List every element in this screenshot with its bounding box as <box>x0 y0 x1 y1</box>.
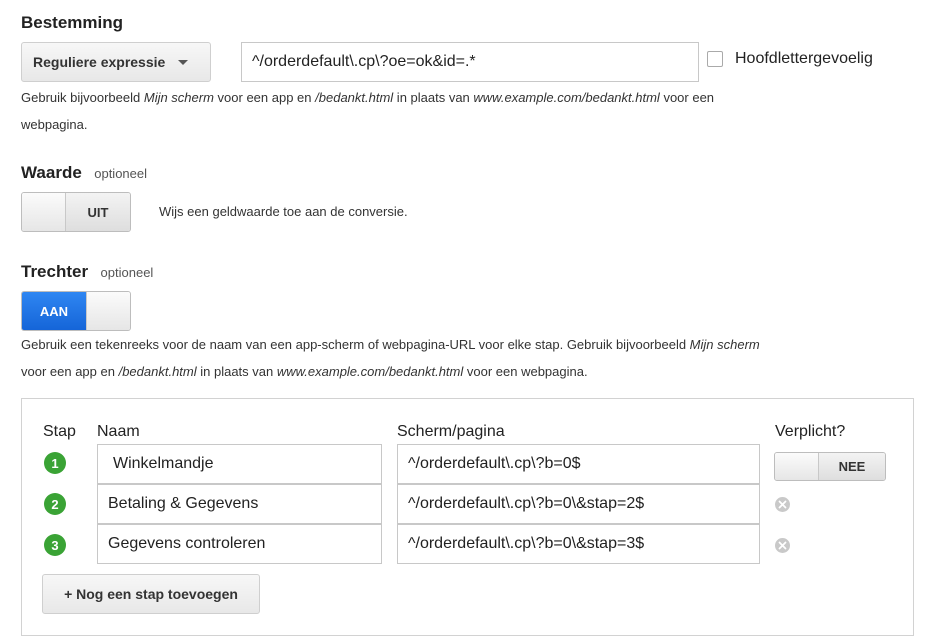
add-step-button[interactable]: + Nog een stap toevoegen <box>42 574 260 614</box>
step-number-badge: 1 <box>44 452 66 474</box>
value-heading: Waarde <box>21 163 82 182</box>
value-heading-row <box>21 163 147 183</box>
required-toggle-label: NEE <box>819 453 885 480</box>
step-screen-input[interactable]: ^/orderdefault\.cp\?b=0\&stap=3$ <box>397 524 760 564</box>
case-sensitive-label: Hoofdlettergevoelig <box>735 50 873 67</box>
destination-heading: Bestemming <box>21 13 124 32</box>
destination-input[interactable]: ^/orderdefault\.cp\?oe=ok&id=.* <box>241 42 699 82</box>
funnel-heading: Trechter <box>21 262 89 281</box>
step-name-input[interactable]: Winkelmandje <box>97 444 382 484</box>
remove-step-icon[interactable] <box>775 538 790 553</box>
column-header-screen: Scherm/pagina <box>397 423 505 440</box>
toggle-knob <box>775 453 819 480</box>
column-header-required: Verplicht? <box>775 423 846 440</box>
value-description: Wijs een geldwaarde toe aan de conversie. <box>159 204 408 219</box>
funnel-optional-label: optioneel <box>100 265 154 280</box>
case-sensitive-checkbox[interactable] <box>707 51 723 67</box>
toggle-knob <box>86 292 130 330</box>
step-number-badge: 2 <box>44 493 66 515</box>
column-header-step: Stap <box>43 423 76 440</box>
funnel-heading-row <box>21 262 153 282</box>
remove-step-icon[interactable] <box>775 497 790 512</box>
column-header-name: Naam <box>97 423 140 440</box>
match-type-label: Reguliere expressie <box>33 54 166 70</box>
required-toggle[interactable] <box>774 452 886 481</box>
value-optional-label: optioneel <box>94 166 148 181</box>
match-type-dropdown[interactable] <box>21 42 211 82</box>
value-toggle-label: UIT <box>66 193 130 231</box>
step-name-input[interactable]: Gegevens controleren <box>97 524 382 564</box>
destination-help-text: Gebruik bijvoorbeeld Mijn scherm voor een app en /bedankt.html in plaats van www.example.com/bedankt.html voor een webpagina. <box>21 90 715 132</box>
step-name-input[interactable]: Betaling & Gegevens <box>97 484 382 524</box>
value-toggle[interactable] <box>21 192 131 232</box>
toggle-knob <box>22 193 66 231</box>
chevron-down-icon <box>178 60 188 65</box>
funnel-toggle[interactable] <box>21 291 131 331</box>
funnel-help-text: Gebruik een tekenreeks voor de naam van een app-scherm of webpagina-URL voor elke stap. Gebruik bijvoorbeeld Mijn scherm voor een app en /bedankt.html in plaats van www.example.com/bedankt.html voor een webpagina. <box>21 337 760 379</box>
step-number-badge: 3 <box>44 534 66 556</box>
step-screen-input[interactable]: ^/orderdefault\.cp\?b=0\&stap=2$ <box>397 484 760 524</box>
funnel-toggle-label: AAN <box>22 292 86 330</box>
step-screen-input[interactable]: ^/orderdefault\.cp\?b=0$ <box>397 444 760 484</box>
